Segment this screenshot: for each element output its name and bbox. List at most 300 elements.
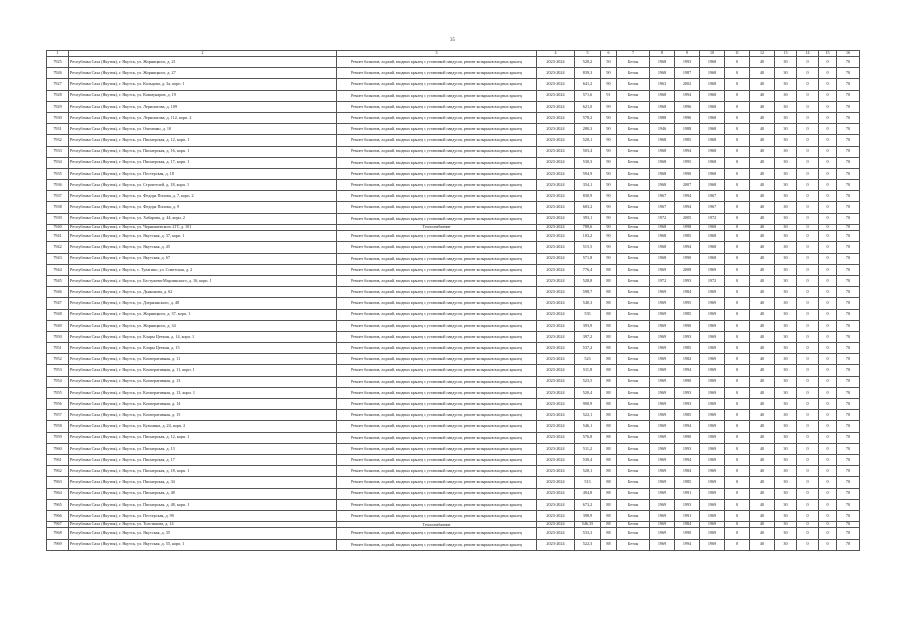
- col-header: 9: [675, 51, 700, 57]
- col15-cell: 0: [819, 410, 837, 421]
- row-number: 7957: [47, 410, 69, 421]
- area-cell: 511,8: [575, 365, 601, 376]
- col11-cell: 0: [725, 275, 750, 286]
- row-number: 7953: [47, 365, 69, 376]
- col11-cell: 0: [725, 365, 750, 376]
- year-built-cell: 1968: [650, 90, 675, 101]
- col13-cell: 30: [775, 135, 797, 146]
- col14-cell: 0: [797, 224, 819, 230]
- row-number: 7943: [47, 253, 69, 264]
- area-cell: 393,9: [575, 320, 601, 331]
- address-cell: Республика Саха (Якутия), г. Якутск, ул. Пионерская, д. 12, корп. 1: [69, 135, 337, 146]
- address-cell: Республика Саха (Якутия), г. Якутск, ул. Кооперативная, д. 11: [69, 354, 337, 365]
- table-row: [47, 488, 860, 499]
- col15-cell: 0: [819, 146, 837, 157]
- col-header: 7: [617, 51, 650, 57]
- material-cell: Бетон: [617, 157, 650, 168]
- col16-cell: 70: [837, 242, 860, 253]
- col16-cell: 70: [837, 510, 860, 521]
- row-number: 7925: [47, 57, 69, 68]
- year-col10-cell: 1969: [700, 499, 725, 510]
- address-cell: Республика Саха (Якутия), г. Якутск, ул. Жорницкого, д. 21: [69, 57, 337, 68]
- period-cell: 2023-2024: [537, 354, 575, 365]
- col15-cell: 0: [819, 320, 837, 331]
- material-cell: Бетон: [617, 90, 650, 101]
- year-repair-cell: 1994: [675, 365, 700, 376]
- row-number: 7958: [47, 421, 69, 432]
- col16-cell: 70: [837, 157, 860, 168]
- year-col10-cell: 1968: [700, 135, 725, 146]
- col14-cell: 0: [797, 410, 819, 421]
- col16-cell: 70: [837, 539, 860, 550]
- area-cell: 673,2: [575, 499, 601, 510]
- address-cell: Республика Саха (Якутия), г. Якутск, ул. Хабарова, д. 44, корп. 2: [69, 213, 337, 224]
- col6-cell: 90: [601, 202, 617, 213]
- address-cell: Республика Саха (Якутия), г. Якутск, ул. Кольцова, д. 3а, корп. 1: [69, 79, 337, 90]
- col6-cell: 90: [601, 135, 617, 146]
- year-col10-cell: 1969: [700, 387, 725, 398]
- material-cell: Бетон: [617, 242, 650, 253]
- col15-cell: 0: [819, 454, 837, 465]
- year-col10-cell: 1969: [700, 399, 725, 410]
- period-cell: 2023-2024: [537, 287, 575, 298]
- col12-cell: 40: [750, 454, 775, 465]
- year-repair-cell: 1993: [675, 399, 700, 410]
- col16-cell: 70: [837, 124, 860, 135]
- material-cell: Бетон: [617, 522, 650, 528]
- col13-cell: 30: [775, 253, 797, 264]
- area-cell: 537,2: [575, 343, 601, 354]
- col11-cell: 0: [725, 539, 750, 550]
- material-cell: Бетон: [617, 57, 650, 68]
- col6-cell: 88: [601, 399, 617, 410]
- col12-cell: 40: [750, 309, 775, 320]
- address-cell: Республика Саха (Якутия), г. Якутск, с. Тулагино, ул. Советская, д. 2: [69, 264, 337, 275]
- col12-cell: 40: [750, 168, 775, 179]
- col6-cell: 88: [601, 275, 617, 286]
- col12-cell: 40: [750, 432, 775, 443]
- year-built-cell: 1968: [650, 253, 675, 264]
- col14-cell: 0: [797, 231, 819, 242]
- col14-cell: 0: [797, 522, 819, 528]
- material-cell: Бетон: [617, 309, 650, 320]
- col14-cell: 0: [797, 365, 819, 376]
- work-type-cell: Ремонт балконов, лоджий, входных крылец с установкой пандусов, ремонт козырьков входных крылец: [337, 191, 537, 202]
- col-header: 16: [837, 51, 860, 57]
- col13-cell: 30: [775, 157, 797, 168]
- table-row: [47, 124, 860, 135]
- col-header: 8: [650, 51, 675, 57]
- work-type-cell: Ремонт балконов, лоджий, входных крылец с установкой пандусов, ремонт козырьков входных крылец: [337, 213, 537, 224]
- year-repair-cell: 1985: [675, 231, 700, 242]
- col12-cell: 40: [750, 443, 775, 454]
- col6-cell: 88: [601, 365, 617, 376]
- work-type-cell: Ремонт балконов, лоджий, входных крылец с установкой пандусов, ремонт козырьков входных крылец: [337, 253, 537, 264]
- col6-cell: 88: [601, 477, 617, 488]
- material-cell: Бетон: [617, 376, 650, 387]
- area-cell: 641,2: [575, 79, 601, 90]
- period-cell: 2023-2024: [537, 101, 575, 112]
- col12-cell: 40: [750, 264, 775, 275]
- col6-cell: 88: [601, 528, 617, 539]
- col6-cell: 88: [601, 287, 617, 298]
- year-repair-cell: 1993: [675, 499, 700, 510]
- year-built-cell: 1972: [650, 275, 675, 286]
- work-type-cell: Ремонт балконов, лоджий, входных крылец с установкой пандусов, ремонт козырьков входных крылец: [337, 354, 537, 365]
- area-cell: 528,8: [575, 275, 601, 286]
- col15-cell: 0: [819, 387, 837, 398]
- year-repair-cell: 1993: [675, 275, 700, 286]
- col12-cell: 40: [750, 354, 775, 365]
- year-built-cell: 1969: [650, 354, 675, 365]
- year-repair-cell: 1990: [675, 253, 700, 264]
- period-cell: 2023-2024: [537, 488, 575, 499]
- col-header: 12: [750, 51, 775, 57]
- year-col10-cell: 1972: [700, 213, 725, 224]
- col13-cell: 30: [775, 231, 797, 242]
- col11-cell: 0: [725, 499, 750, 510]
- col16-cell: 70: [837, 432, 860, 443]
- col12-cell: 40: [750, 421, 775, 432]
- col14-cell: 0: [797, 477, 819, 488]
- period-cell: 2023-2024: [537, 253, 575, 264]
- material-cell: Бетон: [617, 331, 650, 342]
- col6-cell: 88: [601, 354, 617, 365]
- work-type-cell: Ремонт балконов, лоджий, входных крылец с установкой пандусов, ремонт козырьков входных крылец: [337, 57, 537, 68]
- year-col10-cell: 1968: [700, 90, 725, 101]
- col6-cell: 88: [601, 298, 617, 309]
- col11-cell: 0: [725, 466, 750, 477]
- col-header: 11: [725, 51, 750, 57]
- table-row: [47, 253, 860, 264]
- material-cell: Бетон: [617, 387, 650, 398]
- col15-cell: 0: [819, 354, 837, 365]
- col12-cell: 40: [750, 343, 775, 354]
- year-repair-cell: 1994: [675, 191, 700, 202]
- col14-cell: 0: [797, 466, 819, 477]
- address-cell: Республика Саха (Якутия), г. Якутск, ул. Очиченко, д. 10: [69, 124, 337, 135]
- period-cell: 2023-2024: [537, 298, 575, 309]
- year-built-cell: 1969: [650, 499, 675, 510]
- area-cell: 503,4: [575, 146, 601, 157]
- col15-cell: 0: [819, 499, 837, 510]
- year-built-cell: 1969: [650, 488, 675, 499]
- year-col10-cell: 1969: [700, 522, 725, 528]
- row-number: 7931: [47, 124, 69, 135]
- work-type-cell: Ремонт балконов, лоджий, входных крылец с установкой пандусов, ремонт козырьков входных крылец: [337, 90, 537, 101]
- work-type-cell: Ремонт балконов, лоджий, входных крылец с установкой пандусов, ремонт козырьков входных крылец: [337, 112, 537, 123]
- col13-cell: 30: [775, 309, 797, 320]
- address-cell: Республика Саха (Якутия), г. Якутск, ул. Якутская, д. 37, корп. 1: [69, 231, 337, 242]
- period-cell: 2023-2024: [537, 376, 575, 387]
- col15-cell: 0: [819, 365, 837, 376]
- period-cell: 2023-2024: [537, 539, 575, 550]
- col14-cell: 0: [797, 343, 819, 354]
- col15-cell: 0: [819, 421, 837, 432]
- area-cell: 280,3: [575, 124, 601, 135]
- col16-cell: 70: [837, 180, 860, 191]
- col15-cell: 0: [819, 309, 837, 320]
- table-row: [47, 320, 860, 331]
- col6-cell: 88: [601, 510, 617, 521]
- row-number: 7928: [47, 90, 69, 101]
- year-repair-cell: 1984: [675, 522, 700, 528]
- col13-cell: 30: [775, 454, 797, 465]
- col6-cell: 88: [601, 466, 617, 477]
- year-repair-cell: 2007: [675, 180, 700, 191]
- col13-cell: 30: [775, 539, 797, 550]
- col15-cell: 0: [819, 68, 837, 79]
- col6-cell: 88: [601, 410, 617, 421]
- col12-cell: 40: [750, 79, 775, 90]
- year-col10-cell: 1969: [700, 320, 725, 331]
- col6-cell: 88: [601, 343, 617, 354]
- year-col10-cell: 1969: [700, 287, 725, 298]
- work-type-cell: Ремонт балконов, лоджий, входных крылец с установкой пандусов, ремонт козырьков входных крылец: [337, 68, 537, 79]
- row-number: 7951: [47, 343, 69, 354]
- year-repair-cell: 1994: [675, 90, 700, 101]
- area-cell: 598,7: [575, 287, 601, 298]
- year-repair-cell: 1985: [675, 410, 700, 421]
- year-built-cell: 1968: [650, 146, 675, 157]
- year-col10-cell: 1969: [700, 528, 725, 539]
- col16-cell: 70: [837, 387, 860, 398]
- address-cell: Республика Саха (Якутия), г. Якутск, ул. Пестерская, д. 90: [69, 510, 337, 521]
- year-built-cell: 1968: [650, 242, 675, 253]
- year-repair-cell: 1994: [675, 202, 700, 213]
- col6-cell: 88: [601, 454, 617, 465]
- col14-cell: 0: [797, 421, 819, 432]
- year-col10-cell: 1968: [700, 79, 725, 90]
- year-col10-cell: 1969: [700, 365, 725, 376]
- area-cell: 515,5: [575, 242, 601, 253]
- area-cell: 530,4: [575, 454, 601, 465]
- col16-cell: 70: [837, 101, 860, 112]
- col15-cell: 0: [819, 432, 837, 443]
- material-cell: Бетон: [617, 410, 650, 421]
- period-cell: 2023-2024: [537, 528, 575, 539]
- table-row: [47, 101, 860, 112]
- table-row: [47, 477, 860, 488]
- row-number: 7952: [47, 354, 69, 365]
- year-col10-cell: 1969: [700, 331, 725, 342]
- address-cell: Республика Саха (Якутия), г. Якутск, ул. Якутская, д. 67: [69, 253, 337, 264]
- col16-cell: 70: [837, 90, 860, 101]
- col16-cell: 70: [837, 522, 860, 528]
- col12-cell: 40: [750, 510, 775, 521]
- year-repair-cell: 1994: [675, 421, 700, 432]
- col11-cell: 0: [725, 242, 750, 253]
- col13-cell: 30: [775, 432, 797, 443]
- col13-cell: 30: [775, 90, 797, 101]
- col14-cell: 0: [797, 264, 819, 275]
- col6-cell: 90: [601, 124, 617, 135]
- year-repair-cell: 1998: [675, 224, 700, 230]
- period-cell: 2023-2024: [537, 510, 575, 521]
- col15-cell: 0: [819, 168, 837, 179]
- row-number: 7962: [47, 466, 69, 477]
- work-type-cell: Ремонт балконов, лоджий, входных крылец с установкой пандусов, ремонт козырьков входных крылец: [337, 242, 537, 253]
- table-row: [47, 90, 860, 101]
- col12-cell: 40: [750, 528, 775, 539]
- col12-cell: 40: [750, 135, 775, 146]
- year-col10-cell: 1969: [700, 376, 725, 387]
- table-row: [47, 146, 860, 157]
- work-type-cell: Ремонт балконов, лоджий, входных крылец с установкой пандусов, ремонт козырьков входных крылец: [337, 168, 537, 179]
- material-cell: Бетон: [617, 421, 650, 432]
- col11-cell: 0: [725, 146, 750, 157]
- table-row: [47, 399, 860, 410]
- col14-cell: 0: [797, 488, 819, 499]
- col16-cell: 70: [837, 454, 860, 465]
- work-type-cell: Ремонт балконов, лоджий, входных крылец с установкой пандусов, ремонт козырьков входных крылец: [337, 180, 537, 191]
- area-cell: 520,4: [575, 387, 601, 398]
- work-type-cell: Ремонт балконов, лоджий, входных крылец с установкой пандусов, ремонт козырьков входных крылец: [337, 443, 537, 454]
- col12-cell: 40: [750, 466, 775, 477]
- work-type-cell: Ремонт балконов, лоджий, входных крылец с установкой пандусов, ремонт козырьков входных крылец: [337, 466, 537, 477]
- col16-cell: 70: [837, 488, 860, 499]
- col16-cell: 70: [837, 499, 860, 510]
- year-built-cell: 1967: [650, 191, 675, 202]
- col15-cell: 0: [819, 522, 837, 528]
- period-cell: 2023-2024: [537, 410, 575, 421]
- col15-cell: 0: [819, 510, 837, 521]
- work-type-cell: Ремонт балконов, лоджий, входных крылец с установкой пандусов, ремонт козырьков входных крылец: [337, 410, 537, 421]
- col14-cell: 0: [797, 510, 819, 521]
- material-cell: Бетон: [617, 488, 650, 499]
- table-row: [47, 466, 860, 477]
- col15-cell: 0: [819, 180, 837, 191]
- row-number: 7949: [47, 320, 69, 331]
- row-number: 7945: [47, 275, 69, 286]
- row-number: 7929: [47, 101, 69, 112]
- col15-cell: 0: [819, 124, 837, 135]
- year-repair-cell: 2005: [675, 213, 700, 224]
- address-cell: Республика Саха (Якутия), г. Якутск, ул. Коммунаров, д. 19: [69, 90, 337, 101]
- year-col10-cell: 1969: [700, 264, 725, 275]
- year-built-cell: 1969: [650, 387, 675, 398]
- year-repair-cell: 1984: [675, 287, 700, 298]
- col11-cell: 0: [725, 399, 750, 410]
- material-cell: Бетон: [617, 454, 650, 465]
- year-col10-cell: 1969: [700, 477, 725, 488]
- work-type-cell: Ремонт балконов, лоджий, входных крылец с установкой пандусов, ремонт козырьков входных крылец: [337, 275, 537, 286]
- col13-cell: 30: [775, 354, 797, 365]
- row-number: 7967: [47, 522, 69, 528]
- col-header: 5: [575, 51, 601, 57]
- col16-cell: 70: [837, 213, 860, 224]
- year-col10-cell: 1968: [700, 101, 725, 112]
- col13-cell: 30: [775, 202, 797, 213]
- col12-cell: 40: [750, 376, 775, 387]
- col14-cell: 0: [797, 376, 819, 387]
- col16-cell: 70: [837, 264, 860, 275]
- col11-cell: 0: [725, 410, 750, 421]
- area-cell: 540,3: [575, 298, 601, 309]
- address-cell: Республика Саха (Якутия), г. Якутск, ул. Жорницкого, д. 27: [69, 68, 337, 79]
- col13-cell: 30: [775, 146, 797, 157]
- col16-cell: 70: [837, 331, 860, 342]
- col13-cell: 30: [775, 477, 797, 488]
- year-repair-cell: 1994: [675, 539, 700, 550]
- col11-cell: 0: [725, 287, 750, 298]
- work-type-cell: Ремонт балконов, лоджий, входных крылец с установкой пандусов, ремонт козырьков входных крылец: [337, 488, 537, 499]
- col15-cell: 0: [819, 231, 837, 242]
- work-type-cell: Ремонт балконов, лоджий, входных крылец с установкой пандусов, ремонт козырьков входных крылец: [337, 539, 537, 550]
- material-cell: Бетон: [617, 146, 650, 157]
- year-col10-cell: 1968: [700, 253, 725, 264]
- col6-cell: 88: [601, 309, 617, 320]
- year-built-cell: 1969: [650, 376, 675, 387]
- period-cell: 2023-2024: [537, 57, 575, 68]
- col13-cell: 30: [775, 264, 797, 275]
- col11-cell: 0: [725, 477, 750, 488]
- work-type-cell: Ремонт балконов, лоджий, входных крылец с установкой пандусов, ремонт козырьков входных крылец: [337, 298, 537, 309]
- year-col10-cell: 1969: [700, 454, 725, 465]
- table-row: [47, 454, 860, 465]
- work-type-cell: Ремонт балконов, лоджий, входных крылец с установкой пандусов, ремонт козырьков входных крылец: [337, 432, 537, 443]
- address-cell: Республика Саха (Якутия), г. Якутск, ул. Лермонтова, д. 109: [69, 101, 337, 112]
- col13-cell: 30: [775, 57, 797, 68]
- col11-cell: 0: [725, 191, 750, 202]
- col16-cell: 70: [837, 168, 860, 179]
- col16-cell: 70: [837, 112, 860, 123]
- row-number: 7926: [47, 68, 69, 79]
- address-cell: Республика Саха (Якутия), г. Якутск, ул. Якутская, д. 55, корп. 1: [69, 539, 337, 550]
- col11-cell: 0: [725, 432, 750, 443]
- col6-cell: 88: [601, 443, 617, 454]
- table-row: [47, 387, 860, 398]
- table-row: [47, 264, 860, 275]
- year-col10-cell: 1967: [700, 202, 725, 213]
- col11-cell: 0: [725, 157, 750, 168]
- row-number: 7950: [47, 331, 69, 342]
- col16-cell: 70: [837, 410, 860, 421]
- col15-cell: 0: [819, 101, 837, 112]
- year-repair-cell: 1993: [675, 331, 700, 342]
- work-type-cell: Ремонт балконов, лоджий, входных крылец с установкой пандусов, ремонт козырьков входных крылец: [337, 477, 537, 488]
- year-col10-cell: 1967: [700, 191, 725, 202]
- col13-cell: 30: [775, 499, 797, 510]
- col-header: 10: [700, 51, 725, 57]
- table-row: [47, 343, 860, 354]
- period-cell: 2023-2024: [537, 168, 575, 179]
- address-cell: Республика Саха (Якутия), г. Якутск, ул. Пионерская, д. 16, корп. 1: [69, 146, 337, 157]
- year-built-cell: 1969: [650, 421, 675, 432]
- year-col10-cell: 1968: [700, 157, 725, 168]
- material-cell: Бетон: [617, 191, 650, 202]
- work-type-cell: Ремонт балконов, лоджий, входных крылец с установкой пандусов, ремонт козырьков входных крылец: [337, 135, 537, 146]
- period-cell: 2023-2024: [537, 146, 575, 157]
- address-cell: Республика Саха (Якутия), г. Якутск, ул. Пионерская, д. 48: [69, 488, 337, 499]
- year-repair-cell: 1993: [675, 387, 700, 398]
- address-cell: Республика Саха (Якутия), г. Якутск, ул. Пионерская, д. 17, корп. 1: [69, 157, 337, 168]
- col15-cell: 0: [819, 57, 837, 68]
- col6-cell: 90: [601, 253, 617, 264]
- year-built-cell: 1968: [650, 168, 675, 179]
- col6-cell: 90: [601, 112, 617, 123]
- col13-cell: 30: [775, 376, 797, 387]
- address-cell: Республика Саха (Якутия), г. Якутск, ул. Кооперативная, д. 13: [69, 376, 337, 387]
- year-built-cell: 1968: [650, 101, 675, 112]
- address-cell: Республика Саха (Якутия), г. Якутск, ул. Кузьмина, д. 24, корп. 2: [69, 421, 337, 432]
- year-repair-cell: 1984: [675, 466, 700, 477]
- area-cell: 578,2: [575, 112, 601, 123]
- table-row: [47, 168, 860, 179]
- col14-cell: 0: [797, 68, 819, 79]
- work-type-cell: Ремонт балконов, лоджий, входных крылец с установкой пандусов, ремонт козырьков входных крылец: [337, 387, 537, 398]
- col11-cell: 0: [725, 213, 750, 224]
